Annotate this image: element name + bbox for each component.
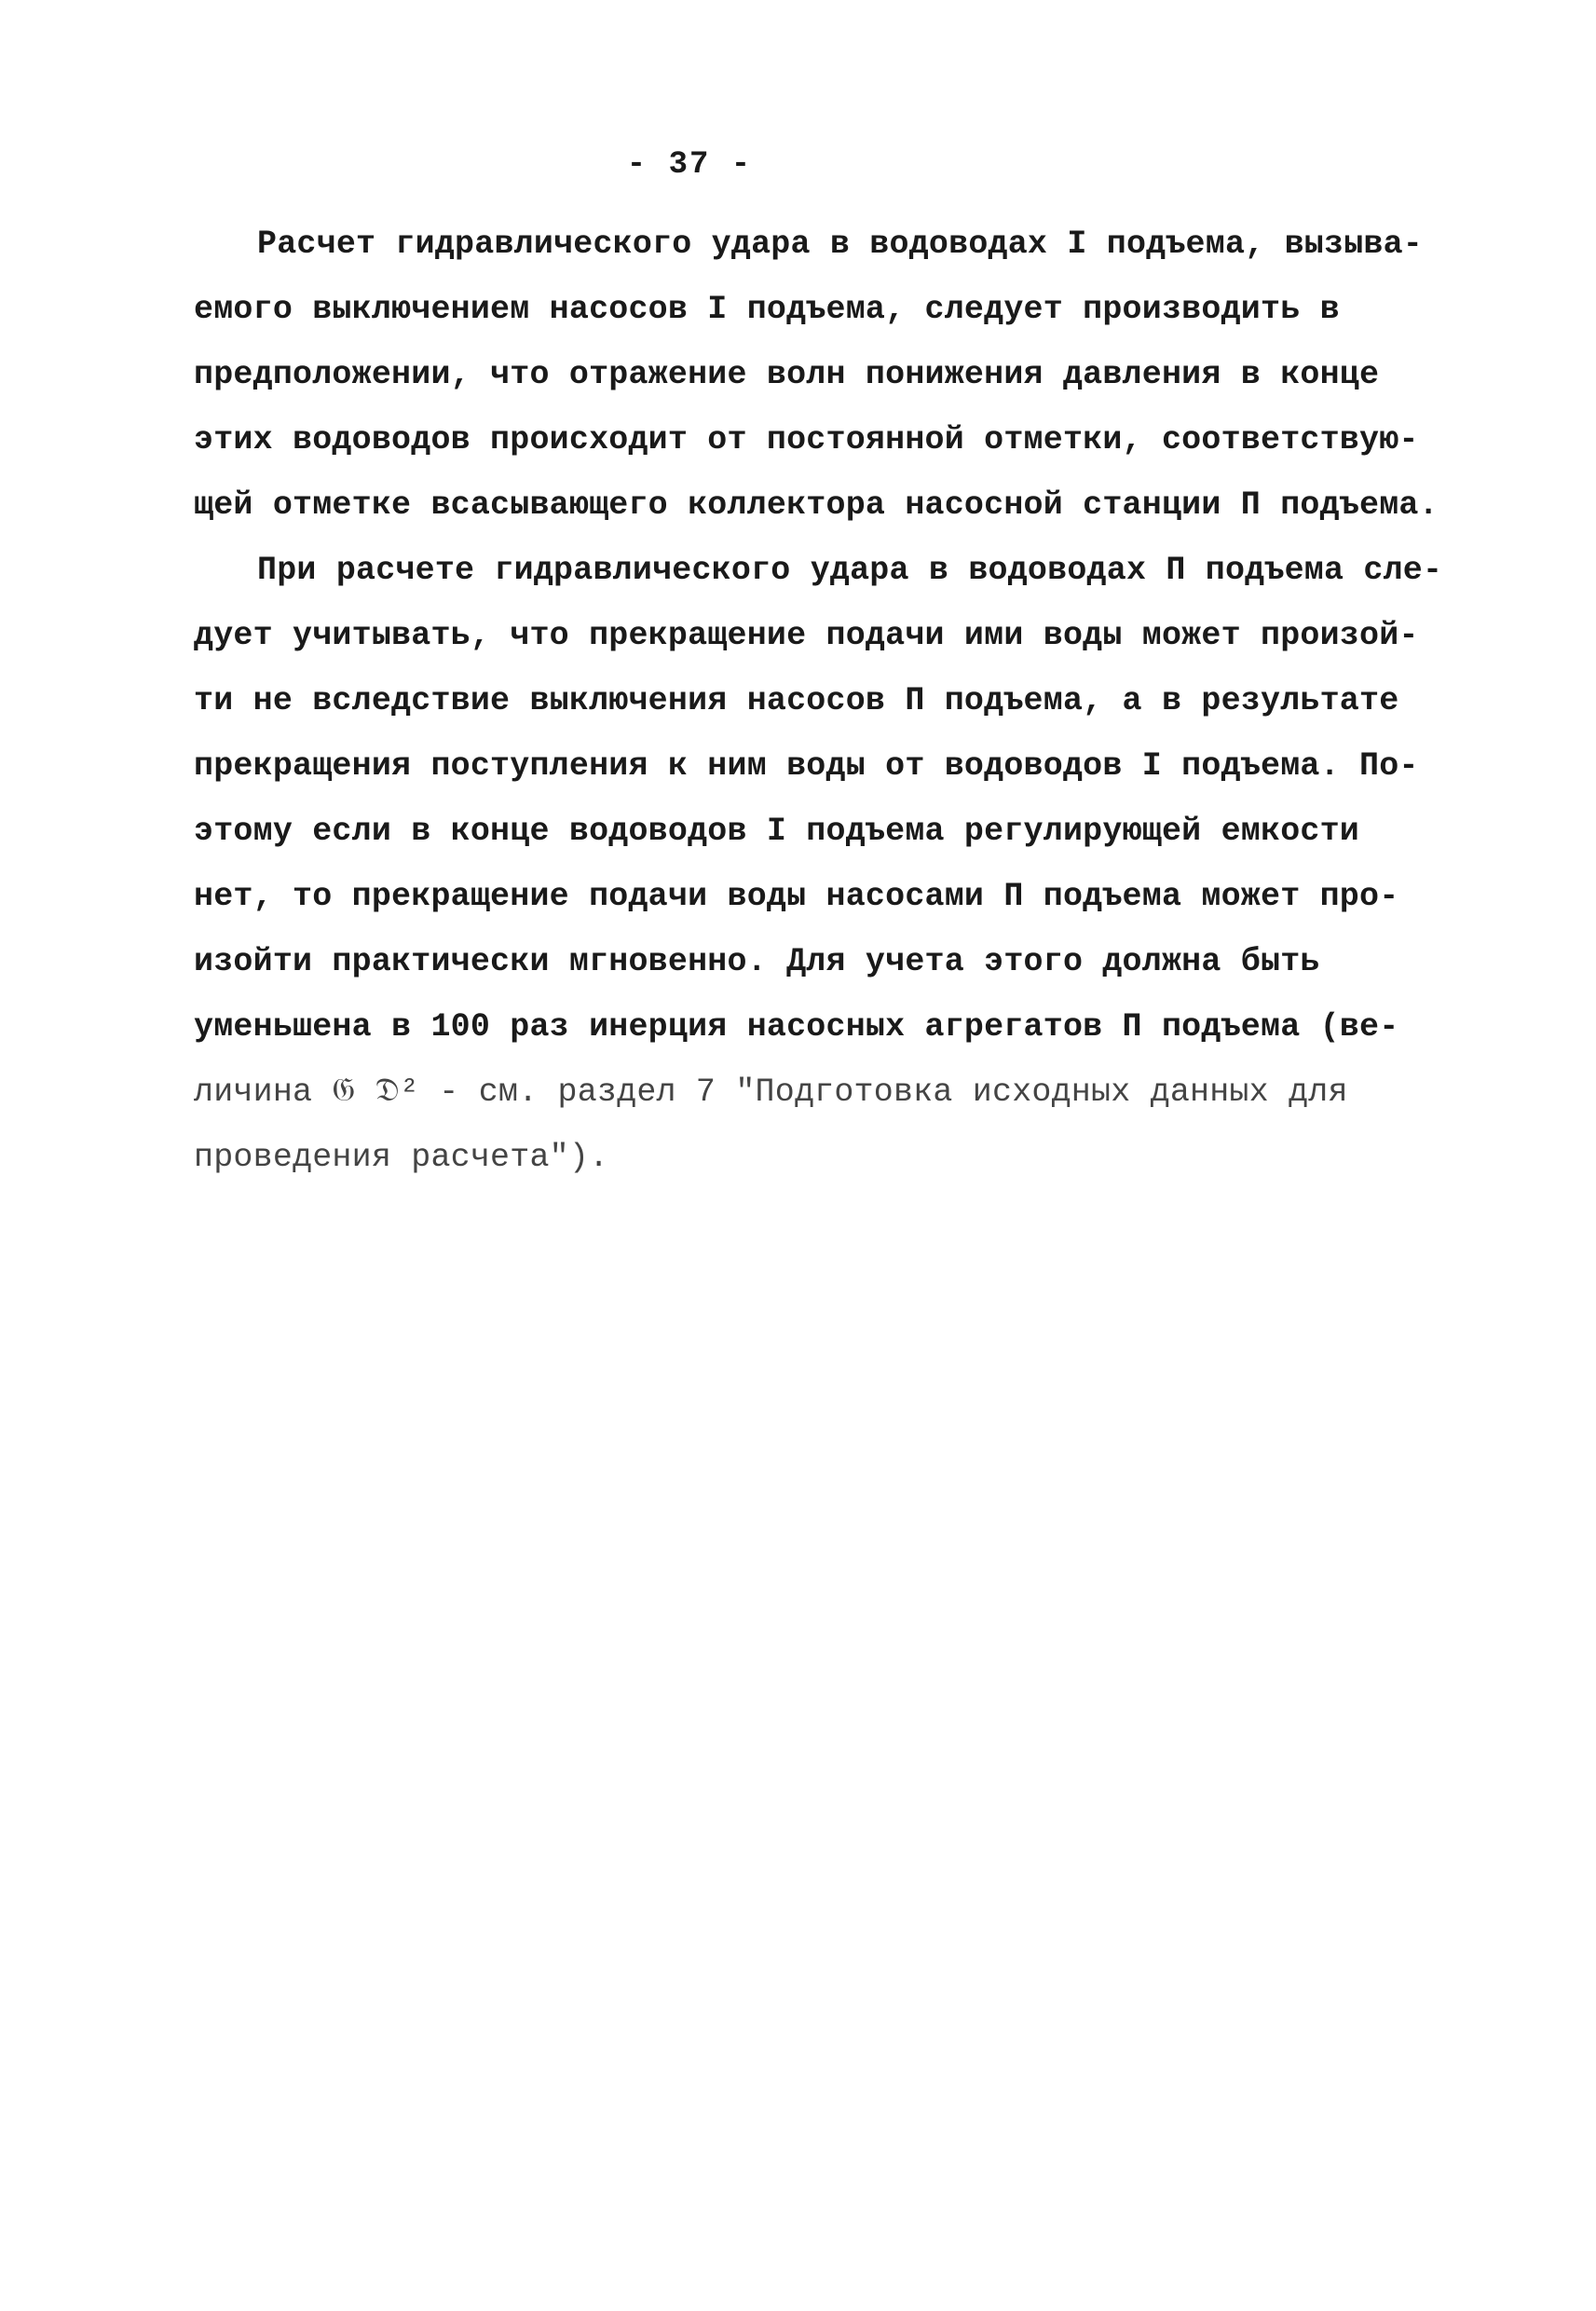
- text-line: Расчет гидравлического удара в водоводах I подъема, вызыва-: [257, 226, 1424, 263]
- text-line: ти не вследствие выключения насосов П подъема, а в результате: [194, 682, 1399, 719]
- page-number: - 37 -: [626, 147, 753, 183]
- text-line: этих водоводов происходит от постоянной отметки, соответствую-: [194, 421, 1419, 458]
- text-line: прекращения поступления к ним воды от водоводов I подъема. По-: [194, 747, 1419, 785]
- text-line: предположении, что отражение волн понижения давления в конце: [194, 356, 1380, 393]
- text-line: При расчете гидравлического удара в водоводах П подъема сле-: [257, 552, 1443, 589]
- text-line: нет, то прекращение подачи воды насосами П подъема может про-: [194, 878, 1399, 915]
- text-line: емого выключением насосов I подъема, следует производить в: [194, 291, 1340, 328]
- text-line: уменьшена в 100 раз инерция насосных агрегатов П подъема (ве-: [194, 1008, 1399, 1046]
- text-line: щей отметке всасывающего коллектора насосной станции П подъема.: [194, 486, 1439, 524]
- text-line: проведения расчета").: [194, 1139, 609, 1176]
- text-line: изойти практически мгновенно. Для учета этого должна быть: [194, 943, 1320, 980]
- text-line: дует учитывать, что прекращение подачи ими воды может произой-: [194, 617, 1419, 654]
- text-line: этому если в конце водоводов I подъема регулирующей емкости: [194, 813, 1360, 850]
- text-line: личина 𝔊 𝔇² - см. раздел 7 "Подготовка исходных данных для: [194, 1073, 1348, 1111]
